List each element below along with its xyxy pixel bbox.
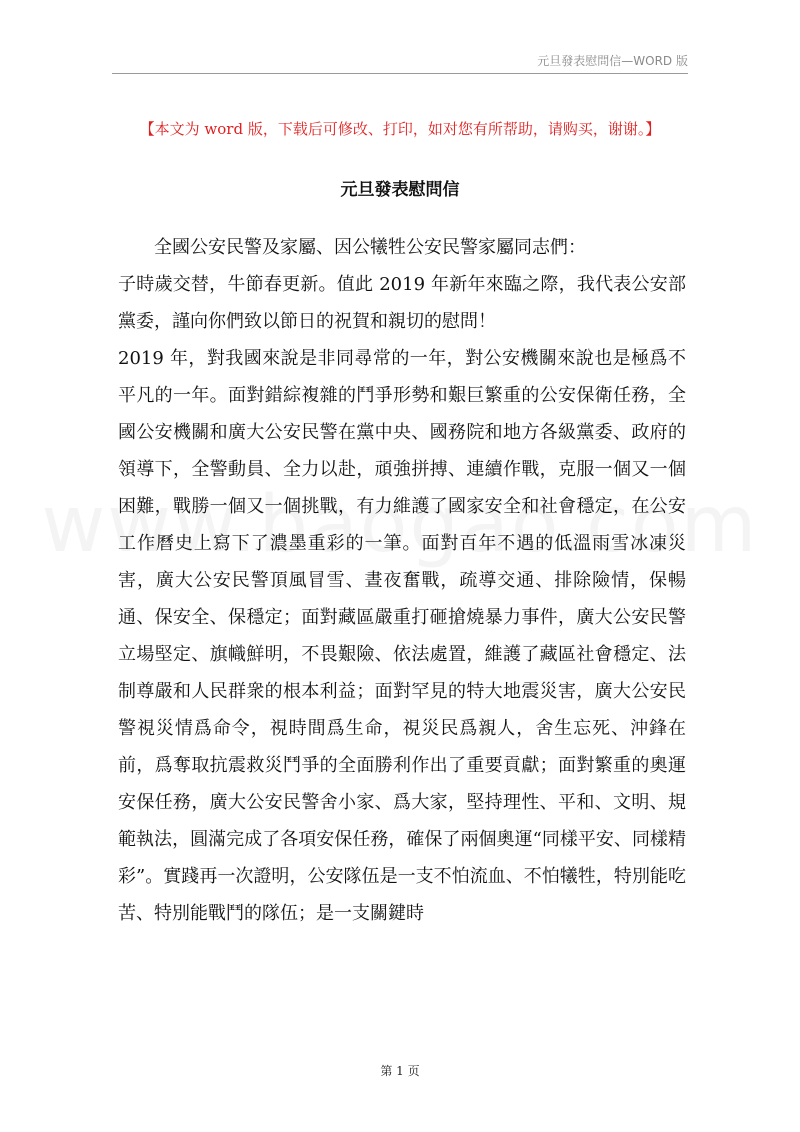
- document-body: [118, 229, 686, 932]
- header-divider: [112, 73, 688, 74]
- purchase-notice: 【本文为 word 版，下载后可修改、打印，如对您有所帮助，请购买，谢谢。】: [139, 120, 661, 138]
- salutation-paragraph: 全國公安民警及家屬、因公犧牲公安民警家屬同志們：: [154, 237, 586, 258]
- body-paragraph: 2019 年，對我國來說是非同尋常的一年，對公安機關來說也是極爲不平凡的一年。面對錯綜複雜的鬥爭形勢和艱巨繁重的公安保衛任務，全國公安機關和廣大公安民警在黨中央、國務院和地方各級黨委、政府的領導下，全警動員、全力以赴，頑強拼搏、連續作戰，克服一個又一個困難，戰勝一個又一個挑戰，有力維護了國家安全和社會穩定，在公安工作曆史上寫下了濃墨重彩的一筆。面對百年不遇的低溫雨雪冰凍災害，廣大公安民警頂風冒雪、晝夜奮戰，疏導交通、排除險情，保暢通、保安全、保穩定；面對藏區嚴重打砸搶燒暴力事件，廣大公安民警立場堅定、旗幟鮮明，不畏艱險、依法處置，維護了藏區社會穩定、法制尊嚴和人民群衆的根本利益；面對罕見的特大地震災害，廣大公安民警視災情爲命令，視時間爲生命，視災民爲親人，舍生忘死、沖鋒在前，爲奪取抗震救災鬥爭的全面勝利作出了重要貢獻；面對繁重的奧運安保任務，廣大公安民警舍小家、爲大家，堅持理性、平和、文明、規範執法，圓滿完成了各項安保任務，確保了兩個奧運“同樣平安、同樣精彩”。實踐再一次證明，公安隊伍是一支不怕流血、不怕犧牲，特別能吃苦、特別能戰鬥的隊伍；是一支關鍵時: [118, 348, 686, 924]
- document-title: 元旦發表慰問信: [340, 180, 460, 200]
- page-number: 第 1 页: [380, 1064, 420, 1078]
- body-paragraph: 子時歲交替，牛節春更新。值此 2019 年新年來臨之際，我代表公安部黨委，謹向你們致以節日的祝賀和親切的慰問！: [118, 274, 686, 332]
- running-header: 元旦發表慰問信—WORD 版: [537, 54, 688, 68]
